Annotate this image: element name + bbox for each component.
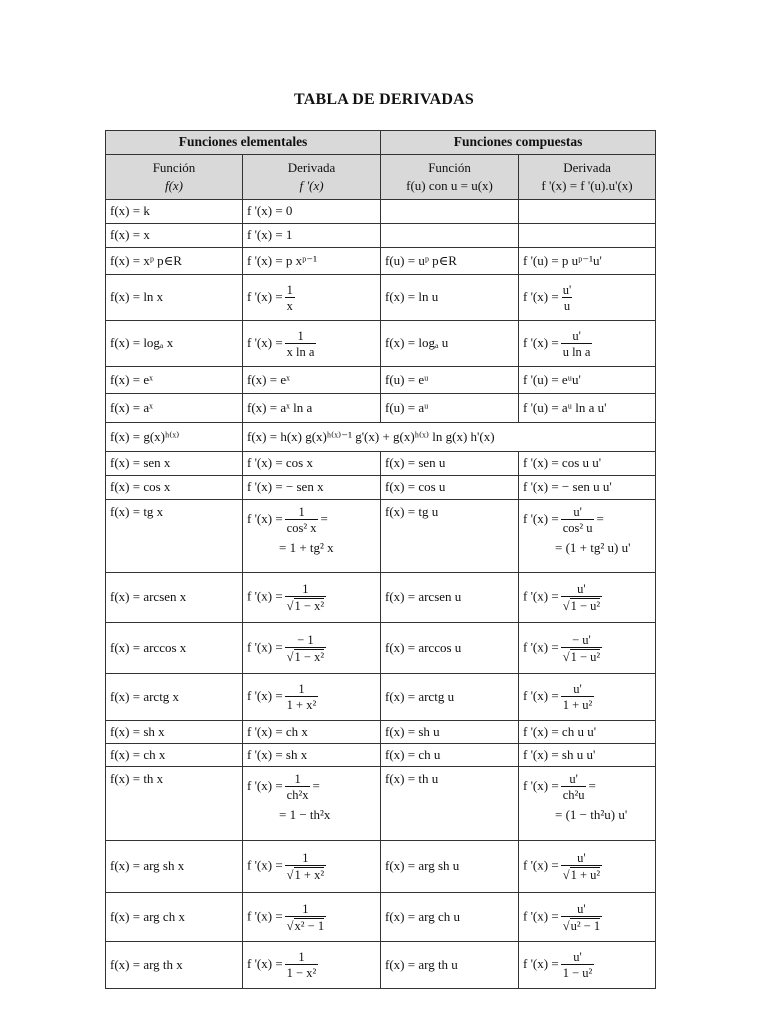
fraction — [285, 329, 317, 359]
denominator-text: 1 + x² — [286, 698, 317, 712]
derivative-cell — [243, 573, 381, 623]
composite-function-formula: f(x) = cos u — [385, 479, 446, 495]
derivative-continuation: = (1 − th²u) u' — [555, 807, 628, 822]
composite-function-cell — [381, 942, 519, 989]
composite-derivative-cell — [519, 224, 656, 248]
function-cell — [106, 623, 243, 674]
fraction — [285, 283, 295, 313]
derivative-prefix: f '(x) = — [247, 907, 283, 923]
table-row — [106, 942, 656, 989]
derivative-prefix: f '(x) = — [523, 638, 559, 654]
function-cell — [106, 500, 243, 573]
derivative-cell — [243, 452, 381, 476]
function-formula: f(x) = arcsen x — [110, 589, 187, 605]
table-row — [106, 275, 656, 321]
composite-function-formula: f(x) = arg th u — [385, 956, 458, 972]
composite-function-cell — [381, 224, 519, 248]
fraction-numerator: u' — [573, 682, 582, 696]
composite-derivative-cell — [519, 275, 656, 321]
function-formula: f(x) = th x — [110, 771, 164, 786]
composite-function-cell — [381, 841, 519, 893]
fraction-numerator: u' — [577, 851, 586, 865]
composite-derivative-cell — [519, 321, 656, 367]
fraction-numerator: u' — [573, 950, 582, 964]
composite-function-formula: f(x) = ch u — [385, 746, 441, 762]
fraction-denominator — [285, 519, 319, 535]
sqrt-sign-icon: √ — [286, 599, 294, 613]
composite-function-formula: f(x) = arccos u — [385, 639, 462, 655]
derivative-suffix: = — [588, 777, 596, 793]
function-formula: f(x) = arg sh x — [110, 858, 185, 874]
fraction — [561, 505, 595, 535]
fraction-denominator — [561, 343, 593, 359]
composite-function-cell — [381, 275, 519, 321]
derivative-prefix: f '(x) = — [523, 288, 559, 304]
sqrt-sign-icon: √ — [562, 868, 570, 882]
fraction-numerator: u' — [577, 582, 586, 596]
derivative-prefix: f '(x) = — [247, 588, 283, 604]
derivative-prefix: f '(x) = — [523, 955, 559, 971]
sqrt-sign-icon: √ — [286, 868, 294, 882]
fraction-numerator: 1 — [298, 505, 305, 519]
table-row — [106, 224, 656, 248]
sqrt-radicand: x² − 1 — [294, 918, 325, 933]
denominator-text: ch²u — [562, 788, 585, 802]
fraction-numerator: 1 — [298, 682, 305, 696]
derivative-cell — [243, 200, 381, 224]
fraction-numerator: − u' — [572, 632, 591, 647]
fraction — [561, 633, 602, 664]
composite-function-formula: f(x) = arg sh u — [385, 858, 460, 874]
column-header-funcion — [106, 155, 243, 200]
table-row — [106, 573, 656, 623]
fraction — [561, 851, 602, 882]
table-row — [106, 721, 656, 744]
table-row — [106, 744, 656, 767]
derivative-formula: f(x) = aˣ ln a — [247, 399, 313, 415]
derivative-formula: f '(x) = 1 — [247, 227, 293, 243]
denominator-text: ch²x — [286, 788, 309, 802]
derivative-suffix: = — [596, 510, 604, 526]
function-cell — [106, 224, 243, 248]
fraction — [561, 950, 595, 980]
function-cell — [106, 942, 243, 989]
fraction-denominator — [561, 696, 595, 712]
fraction-denominator — [285, 696, 319, 712]
fraction-numerator: 1 — [302, 851, 309, 865]
function-formula: f(x) = cos x — [110, 479, 171, 495]
fraction — [285, 902, 326, 933]
fraction-denominator — [561, 916, 602, 933]
page-title: TABLA DE DERIVADAS — [294, 91, 474, 108]
derivative-prefix: f '(x) = — [523, 777, 559, 793]
composite-function-cell — [381, 573, 519, 623]
composite-function-cell — [381, 500, 519, 573]
function-formula: f(x) = arctg x — [110, 688, 180, 704]
fraction-denominator — [285, 786, 311, 802]
sqrt-sign-icon: √ — [286, 649, 294, 664]
fraction-numerator: u' — [562, 282, 572, 297]
derivative-prefix: f '(x) = — [247, 334, 283, 350]
function-cell — [106, 721, 243, 744]
derivative-cell — [243, 674, 381, 721]
derivative-prefix: f '(x) = — [247, 955, 283, 971]
composite-function-formula: f(x) = arcsen u — [385, 589, 462, 605]
fraction-denominator — [561, 519, 595, 535]
derivative-prefix: f '(x) = — [247, 777, 283, 793]
derivative-continuation: = (1 + tg² u) u' — [555, 540, 631, 555]
composite-function-cell — [381, 721, 519, 744]
function-formula: f(x) = g(x)ʰ⁽ˣ⁾ — [110, 428, 180, 444]
group-header-elementales: Funciones elementales — [106, 131, 381, 155]
composite-derivative-cell — [519, 476, 656, 500]
function-formula: f(x) = arg ch x — [110, 908, 185, 924]
derivative-formula: f '(x) = sh x — [247, 746, 308, 762]
composite-function-cell — [381, 394, 519, 423]
composite-derivative-formula: f '(u) = p uᵖ⁻¹u' — [523, 252, 602, 268]
function-cell — [106, 452, 243, 476]
function-cell — [106, 744, 243, 767]
derivative-cell — [243, 321, 381, 367]
function-formula: f(x) = arg th x — [110, 956, 183, 972]
sqrt-sign-icon: √ — [562, 918, 570, 933]
fraction — [285, 505, 319, 535]
column-header-formula: f '(x) — [299, 178, 324, 193]
derivative-formula: f '(x) = cos x — [247, 455, 313, 471]
derivatives-table — [105, 130, 656, 989]
derivative-formula: f(x) = eˣ — [247, 371, 290, 387]
denominator-text: 1 − x² — [286, 966, 317, 980]
fraction-denominator — [285, 343, 317, 359]
table-row — [106, 841, 656, 893]
composite-function-cell — [381, 893, 519, 942]
sqrt-radicand: 1 − x² — [294, 599, 325, 613]
column-header-funcion-compuesta — [381, 155, 519, 200]
derivative-prefix: f '(x) = — [523, 687, 559, 703]
fraction-numerator: 1 — [294, 772, 301, 786]
denominator-text: u — [563, 298, 571, 313]
composite-derivative-cell — [519, 674, 656, 721]
fraction — [561, 582, 602, 613]
composite-function-cell — [381, 367, 519, 394]
composite-derivative-cell — [519, 394, 656, 423]
derivative-prefix: f '(x) = — [247, 687, 283, 703]
derivative-cell — [243, 767, 381, 841]
sqrt-sign-icon: √ — [562, 599, 570, 613]
composite-derivative-formula: f '(u) = aᵘ ln a u' — [523, 399, 607, 415]
derivative-prefix: f '(x) = — [247, 638, 283, 654]
derivative-cell — [243, 500, 381, 573]
sqrt-radicand: 1 − u² — [570, 599, 601, 613]
fraction-numerator: 1 — [297, 328, 304, 343]
fraction-denominator — [285, 647, 326, 664]
fraction — [561, 772, 587, 802]
fraction-denominator — [285, 916, 326, 933]
function-cell — [106, 573, 243, 623]
composite-function-formula: f(x) = sen u — [385, 455, 446, 471]
function-cell — [106, 394, 243, 423]
fraction-numerator: 1 — [302, 901, 309, 916]
derivative-prefix: f '(x) = — [247, 288, 283, 304]
derivative-cell — [243, 893, 381, 942]
function-formula: f(x) = sen x — [110, 455, 171, 471]
composite-derivative-cell — [519, 893, 656, 942]
fraction — [285, 633, 326, 664]
table-row — [106, 423, 656, 452]
fraction — [561, 329, 593, 359]
composite-function-formula: f(x) = tg u — [385, 504, 439, 519]
function-cell — [106, 767, 243, 841]
derivative-cell — [243, 394, 381, 423]
derivative-prefix: f '(x) = — [247, 510, 283, 526]
composite-derivative-formula: f '(u) = eᵘu' — [523, 371, 581, 387]
function-cell — [106, 367, 243, 394]
denominator-text: u ln a — [562, 344, 591, 359]
function-cell — [106, 841, 243, 893]
fraction-denominator — [285, 964, 319, 980]
function-formula: f(x) = arccos x — [110, 639, 187, 655]
fraction-numerator: u' — [577, 901, 586, 916]
composite-derivative-cell — [519, 744, 656, 767]
fraction — [285, 851, 326, 882]
derivative-formula: f(x) = h(x) g(x)ʰ⁽ˣ⁾⁻¹ g'(x) + g(x)ʰ⁽ˣ⁾ ln g(x) h'(x) — [247, 428, 495, 444]
fraction-denominator — [561, 964, 595, 980]
composite-function-cell — [381, 476, 519, 500]
column-header-label: Derivada — [287, 160, 336, 175]
denominator-text: 1 − u² — [562, 966, 593, 980]
fraction-numerator: u' — [573, 505, 582, 519]
sqrt-radicand: 1 − x² — [294, 649, 325, 664]
table-row — [106, 476, 656, 500]
composite-function-cell — [381, 674, 519, 721]
composite-function-formula: f(x) = ln u — [385, 289, 439, 305]
derivative-prefix: f '(x) = — [523, 510, 559, 526]
column-header-derivada — [243, 155, 381, 200]
composite-function-formula: f(x) = arctg u — [385, 688, 455, 704]
composite-derivative-cell — [519, 367, 656, 394]
derivative-prefix: f '(x) = — [523, 588, 559, 604]
derivative-continuation: = 1 − th²x — [279, 807, 331, 822]
composite-function-cell — [381, 200, 519, 224]
column-header-formula: f(u) con u = u(x) — [406, 178, 493, 193]
function-cell — [106, 476, 243, 500]
derivative-cell — [243, 841, 381, 893]
composite-function-formula: f(x) = logₐ u — [385, 335, 449, 351]
derivative-prefix: f '(x) = — [523, 857, 559, 873]
column-header-label: Derivada — [563, 160, 611, 175]
derivative-formula: f '(x) = − sen x — [247, 479, 324, 495]
composite-derivative-cell — [519, 623, 656, 674]
table-row — [106, 893, 656, 942]
fraction-denominator — [285, 297, 295, 313]
sqrt-radicand: 1 + x² — [294, 868, 325, 882]
function-formula: f(x) = ln x — [110, 289, 164, 305]
derivative-prefix: f '(x) = — [523, 907, 559, 923]
table-row — [106, 674, 656, 721]
derivative-cell — [243, 275, 381, 321]
composite-derivative-formula: f '(x) = sh u u' — [523, 746, 596, 762]
composite-function-cell — [381, 744, 519, 767]
derivative-cell — [243, 744, 381, 767]
composite-function-cell — [381, 248, 519, 275]
composite-derivative-formula: f '(x) = ch u u' — [523, 723, 597, 739]
fraction — [561, 902, 602, 933]
composite-function-formula: f(x) = sh u — [385, 723, 440, 739]
composite-function-formula: f(u) = uᵖ p∈R — [385, 252, 457, 268]
fraction-numerator: 1 — [302, 582, 309, 596]
function-formula: f(x) = xᵖ p∈R — [110, 252, 182, 268]
fraction-denominator — [285, 596, 326, 613]
composite-derivative-cell — [519, 767, 656, 841]
sqrt-sign-icon: √ — [286, 918, 294, 933]
sqrt-radicand: 1 − u² — [570, 649, 601, 664]
fraction — [285, 950, 319, 980]
denominator-text: x ln a — [286, 344, 315, 359]
fraction-numerator: u' — [569, 772, 578, 786]
column-header-formula: f '(x) = f '(u).u'(x) — [541, 178, 633, 193]
table-row — [106, 321, 656, 367]
derivative-cell-wide — [243, 423, 656, 452]
composite-function-cell — [381, 452, 519, 476]
function-cell — [106, 674, 243, 721]
derivative-formula: f '(x) = 0 — [247, 203, 293, 219]
composite-derivative-cell — [519, 452, 656, 476]
fraction-denominator — [561, 647, 602, 664]
fraction — [561, 682, 595, 712]
composite-function-formula: f(u) = eᵘ — [385, 371, 429, 387]
fraction-denominator — [562, 297, 572, 313]
table-row — [106, 500, 656, 573]
composite-derivative-formula: f '(x) = cos u u' — [523, 455, 602, 471]
composite-derivative-cell — [519, 841, 656, 893]
composite-derivative-cell — [519, 942, 656, 989]
composite-derivative-cell — [519, 200, 656, 224]
group-header-compuestas: Funciones compuestas — [381, 131, 656, 155]
composite-function-formula: f(u) = aᵘ — [385, 399, 429, 415]
derivative-cell — [243, 721, 381, 744]
function-formula: f(x) = logₐ x — [110, 335, 174, 351]
function-cell — [106, 893, 243, 942]
function-formula: f(x) = eˣ — [110, 371, 153, 387]
sqrt-sign-icon: √ — [562, 649, 570, 664]
denominator-text: cos² x — [286, 521, 317, 535]
table-row — [106, 623, 656, 674]
column-header-derivada-compuesta — [519, 155, 656, 200]
fraction-numerator: 1 — [298, 950, 305, 964]
derivative-formula: f '(x) = ch x — [247, 723, 308, 739]
derivative-suffix: = — [312, 777, 320, 793]
composite-derivative-cell — [519, 248, 656, 275]
function-formula: f(x) = aˣ — [110, 399, 153, 415]
sqrt-radicand: 1 + u² — [570, 868, 601, 882]
table-row — [106, 248, 656, 275]
derivative-prefix: f '(x) = — [247, 857, 283, 873]
table-row — [106, 367, 656, 394]
fraction-denominator — [561, 865, 602, 882]
derivative-cell — [243, 476, 381, 500]
function-formula: f(x) = tg x — [110, 504, 164, 519]
table-group-header-row — [106, 131, 656, 155]
column-header-label: Función — [152, 160, 196, 175]
fraction-numerator: u' — [572, 328, 581, 343]
table-row — [106, 394, 656, 423]
composite-function-cell — [381, 767, 519, 841]
derivative-cell — [243, 248, 381, 275]
fraction — [285, 772, 311, 802]
function-cell — [106, 423, 243, 452]
fraction-denominator — [561, 596, 602, 613]
column-header-formula: f(x) — [164, 178, 184, 193]
composite-derivative-cell — [519, 721, 656, 744]
fraction — [285, 582, 326, 613]
derivative-formula: f '(x) = p xᵖ⁻¹ — [247, 252, 317, 268]
table-row — [106, 767, 656, 841]
fraction-denominator — [285, 865, 326, 882]
fraction — [285, 682, 319, 712]
function-cell — [106, 321, 243, 367]
fraction-numerator: 1 — [286, 282, 293, 297]
column-header-label: Función — [428, 160, 471, 175]
derivative-cell — [243, 224, 381, 248]
function-formula: f(x) = sh x — [110, 723, 165, 739]
derivative-cell — [243, 623, 381, 674]
table-row — [106, 200, 656, 224]
composite-derivative-cell — [519, 573, 656, 623]
function-formula: f(x) = k — [110, 203, 150, 219]
composite-function-formula: f(x) = th u — [385, 771, 439, 786]
function-cell — [106, 248, 243, 275]
composite-function-cell — [381, 623, 519, 674]
composite-derivative-formula: f '(x) = − sen u u' — [523, 479, 612, 495]
composite-function-cell — [381, 321, 519, 367]
composite-function-formula: f(x) = arg ch u — [385, 908, 460, 924]
denominator-text: x — [286, 298, 293, 313]
fraction-numerator: − 1 — [297, 632, 314, 647]
denominator-text: cos² u — [562, 521, 593, 535]
table-body — [106, 200, 656, 989]
function-cell — [106, 200, 243, 224]
fraction — [561, 283, 574, 313]
table-column-header-row — [106, 155, 656, 200]
derivative-suffix: = — [320, 510, 328, 526]
sqrt-radicand: u² − 1 — [570, 918, 601, 933]
derivative-prefix: f '(x) = — [523, 334, 559, 350]
derivative-cell — [243, 367, 381, 394]
denominator-text: 1 + u² — [562, 698, 593, 712]
fraction-denominator — [561, 786, 587, 802]
composite-derivative-cell — [519, 500, 656, 573]
table-row — [106, 452, 656, 476]
function-formula: f(x) = ch x — [110, 746, 166, 762]
derivative-cell — [243, 942, 381, 989]
function-formula: f(x) = x — [110, 227, 150, 243]
function-cell — [106, 275, 243, 321]
derivative-continuation: = 1 + tg² x — [279, 540, 334, 555]
